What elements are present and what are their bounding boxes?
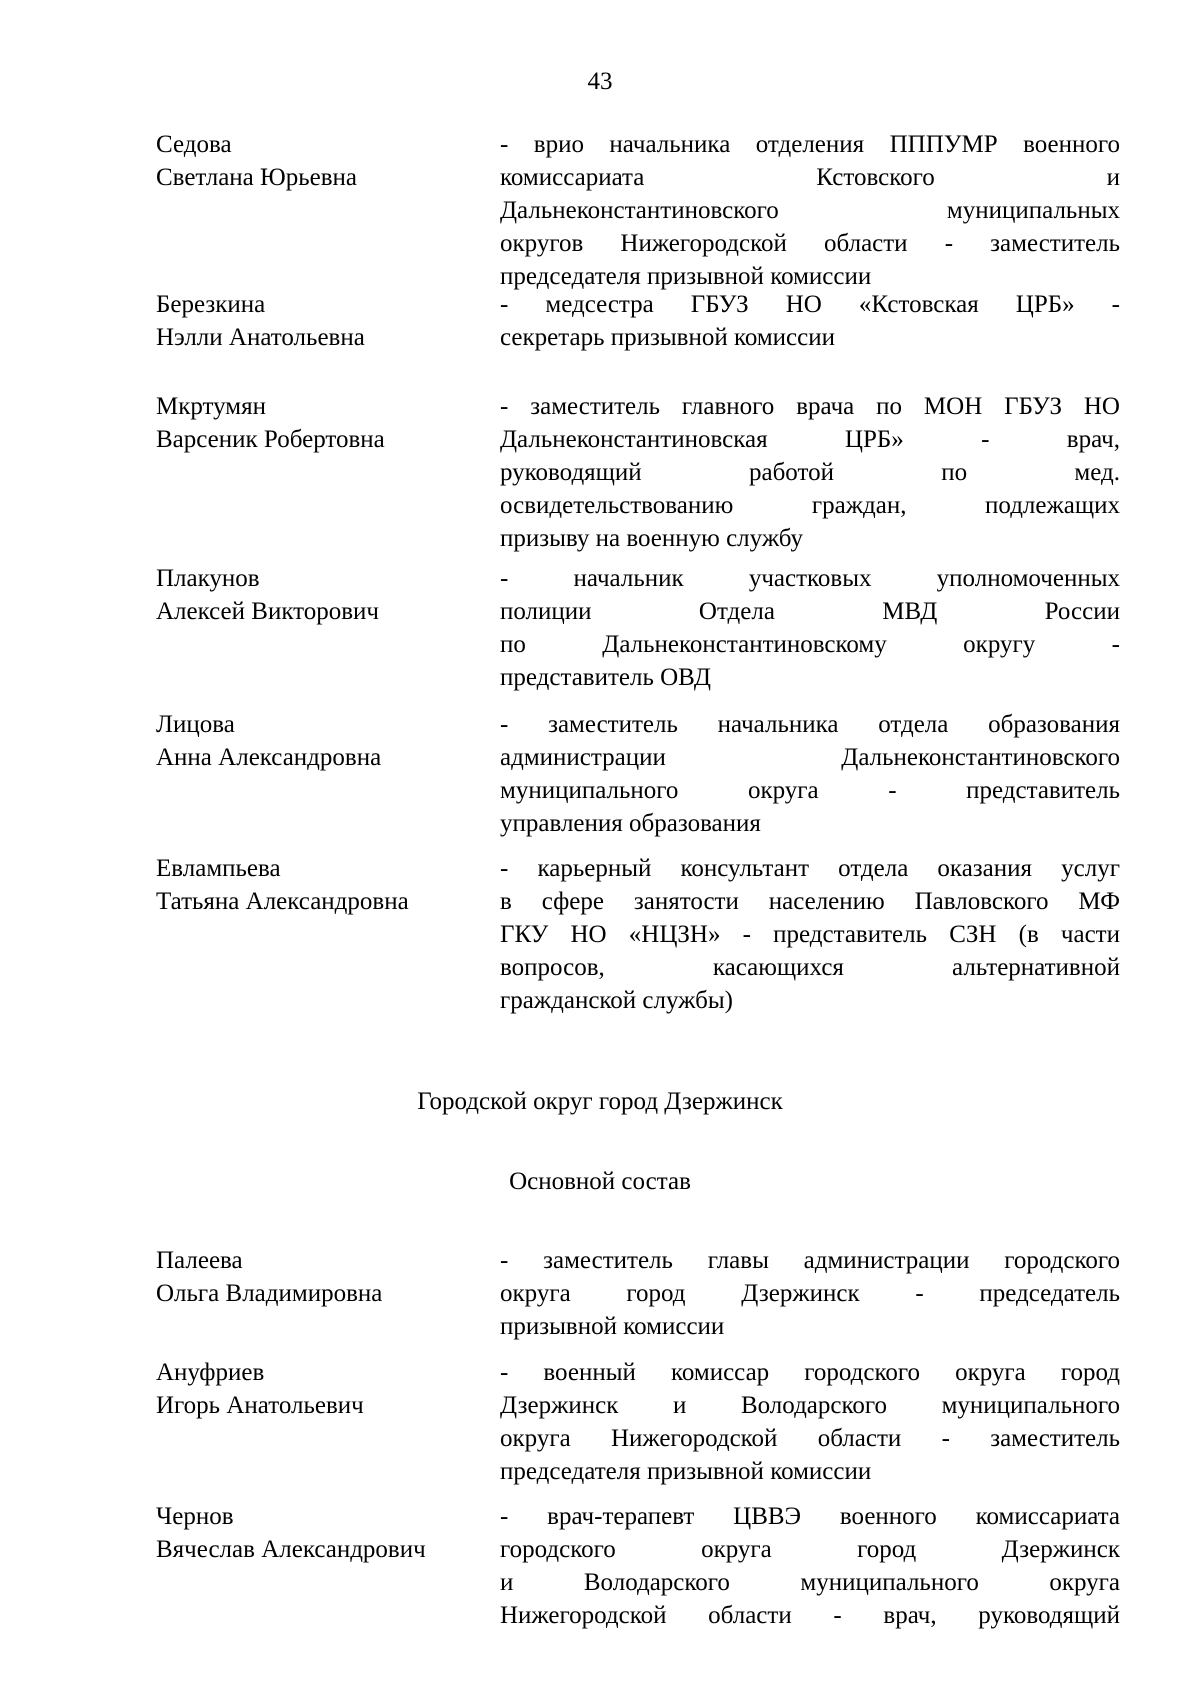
person-name <box>156 288 476 354</box>
role-line: полиции Отдела МВД России <box>500 598 1120 625</box>
section-title: Городской округ город Дзержинск <box>417 1088 783 1115</box>
given-names: Алексей Викторович <box>156 598 379 625</box>
person-role <box>500 852 1120 1017</box>
person-role <box>500 1244 1120 1343</box>
page-number: 43 <box>587 68 613 95</box>
person-name <box>156 562 476 628</box>
person-role <box>500 1356 1120 1488</box>
given-names: Ольга Владимировна <box>156 1280 383 1307</box>
person-role <box>500 1500 1120 1632</box>
role-line: Дальнеконстантиновская ЦРБ» - врач, <box>500 426 1120 453</box>
role-line: округа город Дзержинск - председатель <box>500 1280 1120 1307</box>
given-names: Игорь Анатольевич <box>156 1392 364 1419</box>
role-line: Дальнеконстантиновского муниципальных <box>500 197 1120 224</box>
role-line: - врио начальника отделения ПППУМР военного <box>500 131 1120 158</box>
person-name <box>156 1500 476 1566</box>
role-line: Дзержинск и Володарского муниципального <box>500 1392 1120 1419</box>
surname: Мкртумян <box>156 393 267 420</box>
role-line: председателя призывной комиссии <box>500 1458 872 1485</box>
surname: Евлампьева <box>156 855 281 882</box>
role-line: председателя призывной комиссии <box>500 263 872 290</box>
role-line: администрации Дальнеконстантиновского <box>500 744 1120 771</box>
role-line: ГКУ НО «НЦЗН» - представитель СЗН (в части <box>500 921 1120 948</box>
person-role <box>500 708 1120 840</box>
surname: Седова <box>156 131 232 158</box>
role-line: Нижегородской области - врач, руководящий <box>500 1602 1120 1629</box>
role-line: призыву на военную службу <box>500 525 804 552</box>
role-line: - военный комиссар городского округа город <box>500 1359 1120 1386</box>
role-line: в сфере занятости населению Павловского МФ <box>500 888 1120 915</box>
given-names: Нэлли Анатольевна <box>156 324 365 351</box>
person-name <box>156 128 476 194</box>
role-line: управления образования <box>500 810 761 837</box>
role-line: призывной комиссии <box>500 1313 725 1340</box>
role-line: освидетельствованию граждан, подлежащих <box>500 492 1120 519</box>
person-name <box>156 852 476 918</box>
role-line: - медсестра ГБУЗ НО «Кстовская ЦРБ» - <box>500 291 1120 318</box>
person-name <box>156 708 476 774</box>
surname: Ануфриев <box>156 1359 265 1386</box>
role-line: - врач-терапевт ЦВВЭ военного комиссариата <box>500 1503 1120 1530</box>
person-role <box>500 390 1120 555</box>
role-line: округов Нижегородской области - заместитель <box>500 230 1120 257</box>
surname: Палеева <box>156 1247 243 1274</box>
role-line: - начальник участковых уполномоченных <box>500 565 1120 592</box>
role-line: гражданской службы) <box>500 987 733 1014</box>
person-name <box>156 1356 476 1422</box>
person-role <box>500 128 1120 293</box>
surname: Лицова <box>156 711 235 738</box>
role-line: вопросов, касающихся альтернативной <box>500 954 1120 981</box>
role-line: городского округа город Дзержинск <box>500 1536 1120 1563</box>
surname: Чернов <box>156 1503 234 1530</box>
person-role <box>500 562 1120 694</box>
role-line: секретарь призывной комиссии <box>500 324 836 351</box>
given-names: Анна Александровна <box>156 744 382 771</box>
person-role <box>500 288 1120 354</box>
role-line: комиссариата Кстовского и <box>500 164 1120 191</box>
role-line: округа Нижегородской области - заместитель <box>500 1425 1120 1452</box>
surname: Березкина <box>156 291 266 318</box>
given-names: Татьяна Александровна <box>156 888 409 915</box>
given-names: Варсеник Робертовна <box>156 426 385 453</box>
role-line: - карьерный консультант отдела оказания услуг <box>500 855 1120 882</box>
role-line: - заместитель начальника отдела образования <box>500 711 1120 738</box>
surname: Плакунов <box>156 565 260 592</box>
role-line: - заместитель главного врача по МОН ГБУЗ НО <box>500 393 1120 420</box>
role-line: муниципального округа - представитель <box>500 777 1120 804</box>
role-line: по Дальнеконстантиновскому округу - <box>500 631 1120 658</box>
given-names: Вячеслав Александрович <box>156 1536 426 1563</box>
role-line: - заместитель главы администрации городского <box>500 1247 1120 1274</box>
given-names: Светлана Юрьевна <box>156 164 358 191</box>
person-name <box>156 390 476 456</box>
role-line: представитель ОВД <box>500 664 711 691</box>
role-line: руководящий работой по мед. <box>500 459 1120 486</box>
subsection-title: Основной состав <box>509 1168 691 1195</box>
role-line: и Володарского муниципального округа <box>500 1569 1120 1596</box>
person-name <box>156 1244 476 1310</box>
